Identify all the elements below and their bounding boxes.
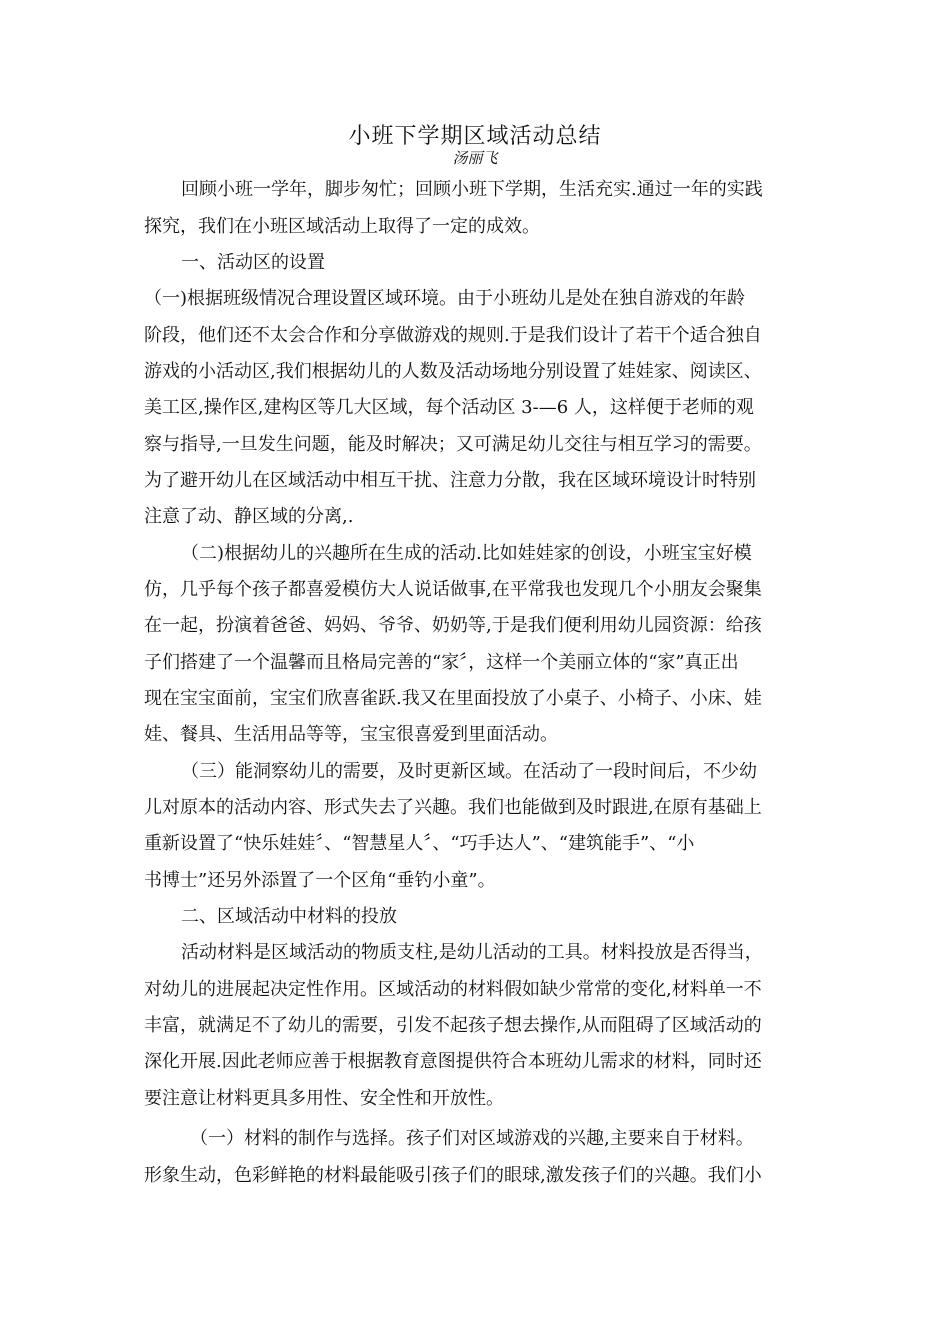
- paragraph-line: 活动材料是区域活动的物质支柱,是幼儿活动的工具。材料投放是否得当，: [181, 942, 763, 963]
- document-title: 小班下学期区域活动总结: [348, 124, 602, 149]
- paragraph-line: 娃、餐具、生活用品等等，宝宝很喜爱到里面活动。: [144, 724, 558, 745]
- paragraph-line: 阶段，他们还不太会合作和分享做游戏的规则.于是我们设计了若干个适合独自: [144, 325, 762, 346]
- paragraph-line: 对幼儿的进展起决定性作用。区域活动的材料假如缺少常常的变化,材料单一不: [144, 979, 762, 1000]
- paragraph-line: 回顾小班一学年，脚步匆忙；回顾小班下学期，生活充实.通过一年的实践: [181, 179, 763, 200]
- paragraph-line: 现在宝宝面前，宝宝们欣喜雀跃.我又在里面投放了小桌子、小椅子、小床、娃: [144, 688, 762, 709]
- paragraph-line: 形象生动，色彩鲜艳的材料最能吸引孩子们的眼球,激发孩子们的兴趣。我们小: [144, 1165, 762, 1186]
- paragraph-line: 要注意让材料更具多用性、安全性和开放性。: [144, 1088, 504, 1109]
- paragraph-line: （三）能洞察幼儿的需要，及时更新区域。在活动了一段时间后，不少幼: [181, 761, 757, 782]
- paragraph-line: 书博士”还另外添置了一个区角“垂钓小童”。: [144, 870, 496, 891]
- paragraph-line: 子们搭建了一个温馨而且格局完善的“家〞，这样一个美丽立体的“家”真正出: [144, 652, 739, 673]
- paragraph-line: 注意了动、静区域的分离,.: [144, 506, 354, 527]
- paragraph-line: 丰富，就满足不了幼儿的需要，引发不起孩子想去操作,从而阻碍了区域活动的: [144, 1015, 762, 1036]
- paragraph-line: 察与指导,一旦发生问题，能及时解决；又可满足幼儿交往与相互学习的需要。: [144, 434, 762, 455]
- paragraph-line: 为了避开幼儿在区域活动中相互干扰、注意力分散，我在区域环境设计时特别: [144, 470, 756, 491]
- paragraph-line: 重新设置了“快乐娃娃〞、“智慧星人〞、“巧手达人”、“建筑能手”、“小: [144, 833, 695, 854]
- paragraph-line: 美工区,操作区,建构区等几大区域，每个活动区 3-—6 人，这样便于老师的观: [144, 397, 754, 418]
- paragraph-line: 仿，几乎每个孩子都喜爱模仿大人说话做事,在平常我也发现几个小朋友会聚集: [144, 579, 762, 600]
- paragraph-line: （二)根据幼儿的兴趣所在生成的活动.比如娃娃家的创设，小班宝宝好模: [181, 543, 752, 564]
- paragraph-line: 游戏的小活动区,我们根据幼儿的人数及活动场地分别设置了娃娃家、阅读区、: [144, 361, 762, 382]
- document-author: 汤丽飞: [452, 149, 498, 167]
- section-heading: 二、区域活动中材料的投放: [181, 906, 397, 927]
- paragraph-line: 儿对原本的活动内容、形式失去了兴趣。我们也能做到及时跟进,在原有基础上: [144, 797, 762, 818]
- paragraph-line: 在一起，扮演着爸爸、妈妈、爷爷、奶奶等,于是我们便利用幼儿园资源：给孩: [144, 615, 762, 636]
- paragraph-line: （一）材料的制作与选择。孩子们对区域游戏的兴趣,主要来自于材料。: [190, 1128, 754, 1149]
- paragraph-line: （一)根据班级情况合理设置区域环境。由于小班幼儿是处在独自游戏的年龄: [144, 288, 746, 309]
- section-heading: 一、活动区的设置: [181, 252, 325, 273]
- paragraph-line: 探究，我们在小班区域活动上取得了一定的成效。: [144, 216, 540, 237]
- paragraph-line: 深化开展.因此老师应善于根据教育意图提供符合本班幼儿需求的材料，同时还: [144, 1051, 762, 1072]
